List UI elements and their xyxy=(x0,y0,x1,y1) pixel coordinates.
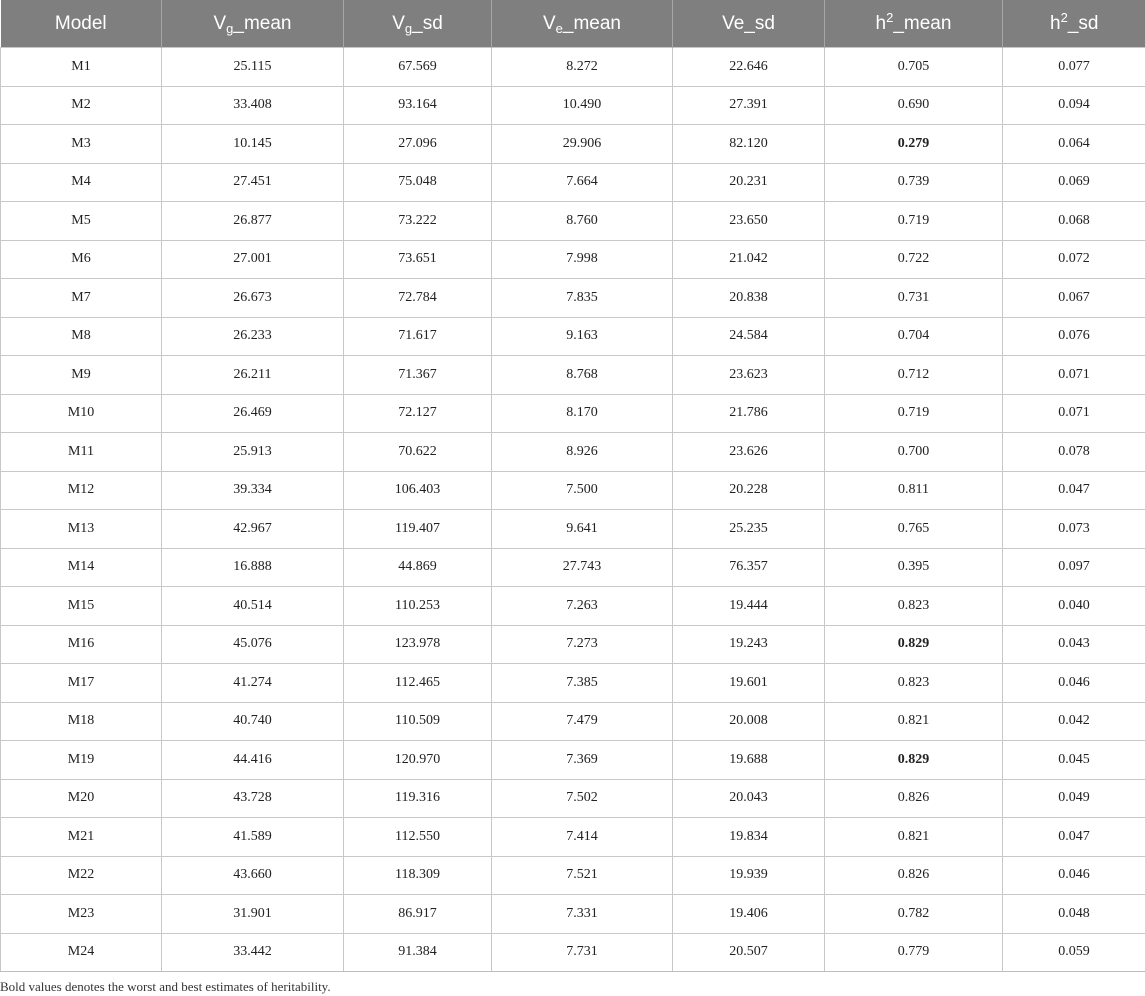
table-row xyxy=(1,48,1145,87)
vg-mean-cell: 26.233 xyxy=(162,317,344,356)
ve-sd-cell: 19.444 xyxy=(673,587,825,626)
vg-sd-cell: 112.465 xyxy=(344,664,492,703)
h2-mean-cell: 0.821 xyxy=(825,818,1003,857)
ve-mean-cell: 29.906 xyxy=(492,125,673,164)
ve-sd-cell: 19.601 xyxy=(673,664,825,703)
vg-mean-cell: 41.274 xyxy=(162,664,344,703)
h2-sd-cell: 0.043 xyxy=(1003,625,1145,664)
vg-sd-cell: 71.367 xyxy=(344,356,492,395)
h2-mean-cell: 0.823 xyxy=(825,587,1003,626)
ve-sd-cell: 23.626 xyxy=(673,433,825,472)
vg-mean-cell: 27.451 xyxy=(162,163,344,202)
vg-sd-cell: 72.784 xyxy=(344,279,492,318)
h2-sd-cell: 0.046 xyxy=(1003,856,1145,895)
h2-sd-cell: 0.067 xyxy=(1003,279,1145,318)
h2-mean-cell: 0.829 xyxy=(825,741,1003,780)
model-cell: M1 xyxy=(1,48,162,87)
model-cell: M4 xyxy=(1,163,162,202)
vg-sd-cell: 119.407 xyxy=(344,510,492,549)
model-cell: M16 xyxy=(1,625,162,664)
vg-mean-cell: 43.660 xyxy=(162,856,344,895)
table-row xyxy=(1,356,1145,395)
ve-mean-cell: 7.263 xyxy=(492,587,673,626)
h2-mean-cell: 0.731 xyxy=(825,279,1003,318)
ve-sd-cell: 19.939 xyxy=(673,856,825,895)
h2-mean-cell: 0.712 xyxy=(825,356,1003,395)
ve-mean-cell: 7.500 xyxy=(492,471,673,510)
ve-mean-cell: 9.641 xyxy=(492,510,673,549)
ve-sd-cell: 20.507 xyxy=(673,933,825,972)
table-row xyxy=(1,86,1145,125)
h2-mean-cell: 0.779 xyxy=(825,933,1003,972)
table-row xyxy=(1,548,1145,587)
h2-sd-cell: 0.068 xyxy=(1003,202,1145,241)
ve-sd-cell: 76.357 xyxy=(673,548,825,587)
vg-sd-cell: 70.622 xyxy=(344,433,492,472)
ve-sd-cell: 21.786 xyxy=(673,394,825,433)
ve-sd-cell: 19.243 xyxy=(673,625,825,664)
ve-sd-cell: 27.391 xyxy=(673,86,825,125)
vg-mean-cell: 25.115 xyxy=(162,48,344,87)
h2-sd-cell: 0.076 xyxy=(1003,317,1145,356)
h2-mean-cell: 0.722 xyxy=(825,240,1003,279)
model-cell: M18 xyxy=(1,702,162,741)
table-row xyxy=(1,202,1145,241)
table-header-row xyxy=(1,0,1145,48)
vg-sd-cell: 106.403 xyxy=(344,471,492,510)
ve-mean-cell: 7.502 xyxy=(492,779,673,818)
table-row xyxy=(1,125,1145,164)
model-cell: M6 xyxy=(1,240,162,279)
h2-sd-cell: 0.047 xyxy=(1003,818,1145,857)
table-row xyxy=(1,471,1145,510)
ve-mean-cell: 8.170 xyxy=(492,394,673,433)
vg-sd-cell: 93.164 xyxy=(344,86,492,125)
model-cell: M10 xyxy=(1,394,162,433)
column-header-model: Model xyxy=(1,0,162,48)
h2-sd-cell: 0.045 xyxy=(1003,741,1145,780)
h2-sd-cell: 0.049 xyxy=(1003,779,1145,818)
table-row xyxy=(1,394,1145,433)
table-row xyxy=(1,510,1145,549)
h2-mean-cell: 0.705 xyxy=(825,48,1003,87)
h2-sd-cell: 0.097 xyxy=(1003,548,1145,587)
table-footnote: Bold values denotes the worst and best estimates of heritability. xyxy=(0,979,331,994)
vg-mean-cell: 42.967 xyxy=(162,510,344,549)
h2-sd-cell: 0.042 xyxy=(1003,702,1145,741)
h2-mean-cell: 0.395 xyxy=(825,548,1003,587)
ve-sd-cell: 23.650 xyxy=(673,202,825,241)
model-cell: M11 xyxy=(1,433,162,472)
ve-sd-cell: 24.584 xyxy=(673,317,825,356)
table-body xyxy=(1,48,1145,972)
model-cell: M13 xyxy=(1,510,162,549)
h2-mean-cell: 0.704 xyxy=(825,317,1003,356)
ve-mean-cell: 10.490 xyxy=(492,86,673,125)
h2-sd-cell: 0.059 xyxy=(1003,933,1145,972)
table-row xyxy=(1,433,1145,472)
table-row xyxy=(1,702,1145,741)
table-row xyxy=(1,664,1145,703)
table-row xyxy=(1,317,1145,356)
ve-mean-cell: 7.385 xyxy=(492,664,673,703)
vg-sd-cell: 71.617 xyxy=(344,317,492,356)
h2-sd-cell: 0.078 xyxy=(1003,433,1145,472)
ve-mean-cell: 9.163 xyxy=(492,317,673,356)
model-cell: M15 xyxy=(1,587,162,626)
h2-sd-cell: 0.094 xyxy=(1003,86,1145,125)
vg-sd-cell: 27.096 xyxy=(344,125,492,164)
h2-sd-cell: 0.046 xyxy=(1003,664,1145,703)
vg-mean-cell: 44.416 xyxy=(162,741,344,780)
h2-mean-cell: 0.782 xyxy=(825,895,1003,934)
ve-sd-cell: 23.623 xyxy=(673,356,825,395)
model-cell: M21 xyxy=(1,818,162,857)
vg-sd-cell: 120.970 xyxy=(344,741,492,780)
ve-mean-cell: 7.521 xyxy=(492,856,673,895)
model-cell: M2 xyxy=(1,86,162,125)
table-row xyxy=(1,779,1145,818)
ve-sd-cell: 22.646 xyxy=(673,48,825,87)
h2-mean-cell: 0.821 xyxy=(825,702,1003,741)
table-row xyxy=(1,818,1145,857)
vg-mean-cell: 10.145 xyxy=(162,125,344,164)
h2-sd-cell: 0.047 xyxy=(1003,471,1145,510)
model-cell: M20 xyxy=(1,779,162,818)
vg-mean-cell: 33.442 xyxy=(162,933,344,972)
ve-sd-cell: 20.008 xyxy=(673,702,825,741)
model-cell: M19 xyxy=(1,741,162,780)
column-header-h2-sd: $h^2\_sd$ xyxy=(1003,0,1145,48)
ve-mean-cell: 8.272 xyxy=(492,48,673,87)
table-row xyxy=(1,625,1145,664)
ve-sd-cell: 20.043 xyxy=(673,779,825,818)
ve-mean-cell: 7.331 xyxy=(492,895,673,934)
ve-mean-cell: 7.998 xyxy=(492,240,673,279)
h2-mean-cell: 0.829 xyxy=(825,625,1003,664)
model-cell: M9 xyxy=(1,356,162,395)
h2-mean-cell: 0.811 xyxy=(825,471,1003,510)
ve-mean-cell: 7.273 xyxy=(492,625,673,664)
h2-sd-cell: 0.040 xyxy=(1003,587,1145,626)
ve-sd-cell: 20.231 xyxy=(673,163,825,202)
vg-sd-cell: 75.048 xyxy=(344,163,492,202)
vg-mean-cell: 26.673 xyxy=(162,279,344,318)
h2-sd-cell: 0.072 xyxy=(1003,240,1145,279)
vg-mean-cell: 33.408 xyxy=(162,86,344,125)
ve-sd-cell: 20.228 xyxy=(673,471,825,510)
model-cell: M7 xyxy=(1,279,162,318)
vg-sd-cell: 44.869 xyxy=(344,548,492,587)
vg-mean-cell: 45.076 xyxy=(162,625,344,664)
table-row xyxy=(1,279,1145,318)
ve-mean-cell: 8.760 xyxy=(492,202,673,241)
ve-sd-cell: 19.834 xyxy=(673,818,825,857)
vg-mean-cell: 31.901 xyxy=(162,895,344,934)
vg-sd-cell: 118.309 xyxy=(344,856,492,895)
ve-mean-cell: 7.731 xyxy=(492,933,673,972)
vg-mean-cell: 26.877 xyxy=(162,202,344,241)
vg-mean-cell: 43.728 xyxy=(162,779,344,818)
vg-mean-cell: 40.514 xyxy=(162,587,344,626)
vg-mean-cell: 40.740 xyxy=(162,702,344,741)
h2-sd-cell: 0.071 xyxy=(1003,394,1145,433)
vg-mean-cell: 26.211 xyxy=(162,356,344,395)
h2-mean-cell: 0.826 xyxy=(825,779,1003,818)
column-header-vg-mean: $V_g\_mean$ xyxy=(162,0,344,48)
vg-sd-cell: 86.917 xyxy=(344,895,492,934)
ve-sd-cell: 20.838 xyxy=(673,279,825,318)
ve-mean-cell: 8.768 xyxy=(492,356,673,395)
ve-mean-cell: 7.369 xyxy=(492,741,673,780)
vg-sd-cell: 119.316 xyxy=(344,779,492,818)
h2-sd-cell: 0.069 xyxy=(1003,163,1145,202)
model-cell: M23 xyxy=(1,895,162,934)
table-row xyxy=(1,240,1145,279)
ve-sd-cell: 19.406 xyxy=(673,895,825,934)
h2-mean-cell: 0.826 xyxy=(825,856,1003,895)
table-row xyxy=(1,741,1145,780)
h2-sd-cell: 0.071 xyxy=(1003,356,1145,395)
h2-mean-cell: 0.690 xyxy=(825,86,1003,125)
h2-sd-cell: 0.048 xyxy=(1003,895,1145,934)
column-header-ve-mean: $V_e\_mean$ xyxy=(492,0,673,48)
h2-mean-cell: 0.823 xyxy=(825,664,1003,703)
table-row xyxy=(1,895,1145,934)
model-cell: M24 xyxy=(1,933,162,972)
h2-sd-cell: 0.064 xyxy=(1003,125,1145,164)
vg-sd-cell: 91.384 xyxy=(344,933,492,972)
h2-sd-cell: 0.073 xyxy=(1003,510,1145,549)
h2-mean-cell: 0.279 xyxy=(825,125,1003,164)
ve-sd-cell: 25.235 xyxy=(673,510,825,549)
vg-sd-cell: 110.253 xyxy=(344,587,492,626)
vg-sd-cell: 73.651 xyxy=(344,240,492,279)
model-cell: M14 xyxy=(1,548,162,587)
ve-mean-cell: 8.926 xyxy=(492,433,673,472)
ve-sd-cell: 82.120 xyxy=(673,125,825,164)
h2-mean-cell: 0.765 xyxy=(825,510,1003,549)
vg-mean-cell: 26.469 xyxy=(162,394,344,433)
vg-mean-cell: 41.589 xyxy=(162,818,344,857)
h2-mean-cell: 0.739 xyxy=(825,163,1003,202)
vg-sd-cell: 123.978 xyxy=(344,625,492,664)
model-cell: M12 xyxy=(1,471,162,510)
ve-sd-cell: 21.042 xyxy=(673,240,825,279)
model-cell: M5 xyxy=(1,202,162,241)
vg-sd-cell: 67.569 xyxy=(344,48,492,87)
vg-mean-cell: 27.001 xyxy=(162,240,344,279)
table-row xyxy=(1,587,1145,626)
vg-mean-cell: 16.888 xyxy=(162,548,344,587)
model-cell: M8 xyxy=(1,317,162,356)
vg-sd-cell: 110.509 xyxy=(344,702,492,741)
column-header-h2-mean: $h^2\_mean$ xyxy=(825,0,1003,48)
vg-sd-cell: 73.222 xyxy=(344,202,492,241)
vg-sd-cell: 112.550 xyxy=(344,818,492,857)
table-row xyxy=(1,933,1145,972)
ve-sd-cell: 19.688 xyxy=(673,741,825,780)
ve-mean-cell: 7.479 xyxy=(492,702,673,741)
table-row xyxy=(1,856,1145,895)
h2-mean-cell: 0.719 xyxy=(825,394,1003,433)
h2-sd-cell: 0.077 xyxy=(1003,48,1145,87)
model-cell: M3 xyxy=(1,125,162,164)
vg-mean-cell: 39.334 xyxy=(162,471,344,510)
ve-mean-cell: 7.414 xyxy=(492,818,673,857)
column-header-vg-sd: $V_g\_sd$ xyxy=(344,0,492,48)
ve-mean-cell: 27.743 xyxy=(492,548,673,587)
ve-mean-cell: 7.664 xyxy=(492,163,673,202)
model-cell: M22 xyxy=(1,856,162,895)
ve-mean-cell: 7.835 xyxy=(492,279,673,318)
h2-mean-cell: 0.719 xyxy=(825,202,1003,241)
table-row xyxy=(1,163,1145,202)
vg-sd-cell: 72.127 xyxy=(344,394,492,433)
h2-mean-cell: 0.700 xyxy=(825,433,1003,472)
model-cell: M17 xyxy=(1,664,162,703)
column-header-ve-sd: Ve_sd xyxy=(673,0,825,48)
vg-mean-cell: 25.913 xyxy=(162,433,344,472)
